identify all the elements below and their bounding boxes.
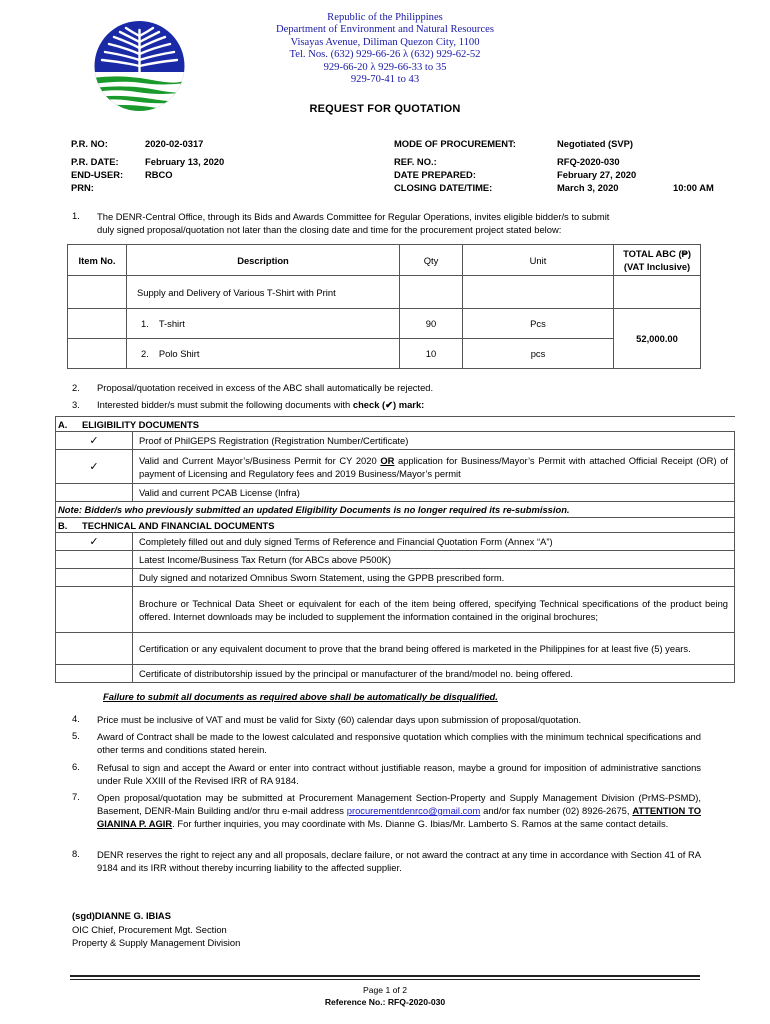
failure-notice: Failure to submit all documents as required above shall be automatically be disqualified.	[103, 691, 498, 702]
date-prepared-label: DATE PREPARED:	[394, 169, 476, 180]
section-b-letter: B.	[58, 519, 68, 531]
letterhead-line: 929-70-41 to 43	[350, 74, 420, 86]
doc-text: Latest Income/Business Tax Return (for ABCs above P500K)	[133, 551, 735, 569]
footer-reference: Reference No.: RFQ-2020-030	[324, 997, 446, 1007]
section-a-title: ELIGIBILITY DOCUMENTS	[82, 418, 200, 430]
doc-text-part: application for Business/Mayor’s Permit with attached Official Receipt (OR) of payment of Licensing and Regulatory fees and 2019 Business/Mayor’s permit	[139, 454, 728, 479]
item5-text: Award of Contract shall be made to the lowest calculated and responsive quotation which complies with the minimum technical specifications and other terms and conditions stated herein.	[97, 731, 701, 755]
item3-text-plain: Interested bidder/s must submit the following documents with	[97, 399, 351, 410]
table-row	[68, 309, 701, 339]
table-row	[68, 339, 701, 369]
end-user-label: END-USER:	[71, 169, 124, 180]
letterhead-line: 929-66-20 λ 929-66-33 to 35	[323, 61, 447, 73]
email-link[interactable]: procurementdenrco@gmail.com	[346, 805, 481, 816]
table-row	[68, 276, 701, 309]
item7-part: and/or fax number (02) 8926-2675,	[480, 805, 633, 816]
check-cell[interactable]	[56, 665, 133, 683]
check-cell[interactable]: ✓	[56, 533, 133, 551]
items-table	[67, 244, 701, 369]
header-qty: Qty	[400, 245, 463, 276]
doc-text: Certification or any equivalent document to prove that the brand being offered is marketed in the Philippines for at least five (5) years.	[133, 633, 735, 665]
section-b-row	[56, 518, 735, 533]
check-cell[interactable]	[56, 569, 133, 587]
doc-row	[56, 484, 735, 502]
row-desc: T-shirt	[158, 318, 185, 329]
ref-value: RFQ-2020-030	[557, 156, 620, 167]
check-cell[interactable]: ✓	[56, 432, 133, 450]
signatory	[72, 909, 240, 950]
doc-text: Brochure or Technical Data Sheet or equivalent for each of the item being offered, specifying Technical specifications of the product being offered. Internet downloads may be included to supplement the information contained in the original brochures;	[133, 587, 735, 633]
row-num: 2.	[141, 348, 149, 359]
item-desc-cell	[127, 339, 400, 369]
pr-no-value: 2020-02-0317	[145, 138, 204, 149]
section-b-heading	[56, 518, 735, 533]
table-header-row	[68, 245, 701, 276]
item8-text: DENR reserves the right to reject any and all proposals, declare failure, or not award the contract at any time in accordance with Section 41 of RA 9184 and its IRR without thereby incurring liability to the affected supplier.	[97, 849, 701, 873]
section-a-row	[56, 417, 735, 432]
doc-row	[56, 533, 735, 551]
doc-row	[56, 569, 735, 587]
letterhead	[0, 12, 770, 86]
item1-line1: The DENR-Central Office, through its Bids and Awards Committee for Regular Operations, invites eligible bidder/s to submit	[97, 211, 610, 222]
doc-text-or: OR	[380, 454, 395, 466]
empty-cell	[463, 276, 614, 309]
pr-no-label: P.R. NO:	[71, 138, 108, 149]
item3-text	[97, 399, 424, 411]
check-cell[interactable]	[56, 633, 133, 665]
row-desc: Polo Shirt	[158, 348, 200, 359]
doc-text: Completely filled out and duly signed Terms of Reference and Financial Quotation Form (Annex “A”)	[133, 533, 735, 551]
closing-label: CLOSING DATE/TIME:	[394, 182, 493, 193]
header-item-no: Item No.	[68, 245, 127, 276]
attention-text: ATTENTION TO GIANINA P. AGIR	[97, 805, 701, 829]
pr-date-label: P.R. DATE:	[71, 156, 119, 167]
empty-cell	[68, 309, 127, 339]
empty-cell	[68, 276, 127, 309]
check-cell[interactable]	[56, 587, 133, 633]
item7-text	[97, 791, 701, 830]
doc-row	[56, 450, 735, 484]
total-abc-value: 52,000.00	[614, 309, 701, 369]
item-desc-cell	[127, 309, 400, 339]
doc-text-part: Valid and Current Mayor’s/Business Permit for CY 2020	[139, 454, 381, 466]
header-abc-line2: (VAT Inclusive)	[623, 261, 691, 272]
doc-row	[56, 665, 735, 683]
check-cell[interactable]	[56, 484, 133, 502]
header-total-abc	[614, 245, 701, 276]
doc-text	[133, 450, 735, 484]
item-number: 2.	[72, 382, 80, 393]
doc-text: Proof of PhilGEPS Registration (Registration Number/Certificate)	[133, 432, 735, 450]
section-a-heading	[56, 417, 735, 432]
empty-cell	[614, 276, 701, 309]
letterhead-line: Tel. Nos. (632) 929-66-26 λ (632) 929-62-52	[289, 49, 481, 61]
footer-rule	[70, 975, 700, 977]
footer-rule-thin	[70, 979, 700, 980]
item-number: 4.	[72, 713, 80, 724]
signatory-name: (sgd)DIANNE G. IBIAS	[72, 910, 171, 921]
item4-text: Price must be inclusive of VAT and must be valid for Sixty (60) calendar days upon submission of proposal/quotation.	[97, 714, 582, 725]
signatory-title: OIC Chief, Procurement Mgt. Section	[72, 923, 227, 935]
item2-text: Proposal/quotation received in excess of the ABC shall automatically be rejected.	[97, 382, 434, 393]
item7-part: Open proposal/quotation may be submitted at Procurement Management Section-Property and Supply Management Division (PrMS-PSMD), Basement, DENR-Main Building and/or thru e-mail address	[97, 792, 701, 816]
prn-label: PRN:	[71, 182, 94, 193]
row-unit: pcs	[463, 339, 614, 369]
item6-text: Refusal to sign and accept the Award or enter into contract without justifiable reason, maybe a ground for imposition of administrative sanctions under Rule XXIII of the Revised IRR of RA 9184.	[97, 762, 701, 786]
page-title: REQUEST FOR QUOTATION	[309, 103, 461, 115]
item-number: 3.	[72, 399, 80, 410]
page-number: Page 1 of 2	[363, 985, 407, 995]
date-prepared-value: February 27, 2020	[557, 169, 637, 180]
doc-text: Duly signed and notarized Omnibus Sworn Statement, using the GPPB prescribed form.	[133, 569, 735, 587]
section-b-title: TECHNICAL AND FINANCIAL DOCUMENTS	[82, 519, 275, 531]
doc-row	[56, 633, 735, 665]
doc-text: Certificate of distributorship issued by the principal or manufacturer of the brand/model no. being offered.	[133, 665, 735, 683]
empty-cell	[68, 339, 127, 369]
item-number: 5.	[72, 730, 80, 741]
doc-row	[56, 432, 735, 450]
pr-date-value: February 13, 2020	[145, 156, 225, 167]
closing-date: March 3, 2020	[557, 182, 619, 193]
item7-part: . For further inquiries, you may coordinate with Ms. Dianne G. Ibias/Mr. Lamberto S. Ramos at the same contact details.	[172, 818, 669, 829]
group-label: Supply and Delivery of Various T-Shirt with Print	[127, 276, 400, 309]
section-a-letter: A.	[58, 418, 68, 430]
mode-value: Negotiated (SVP)	[557, 138, 634, 149]
item-number: 6.	[72, 761, 80, 772]
row-qty: 90	[400, 309, 463, 339]
item3-text-bold: check (✔) mark:	[352, 399, 425, 410]
doc-row	[56, 587, 735, 633]
end-user-value: RBCO	[145, 169, 173, 180]
item1-line2: duly signed proposal/quotation not later than the closing date and time for the procurement project stated below:	[97, 224, 562, 235]
empty-cell	[400, 276, 463, 309]
check-cell[interactable]: ✓	[56, 450, 133, 484]
header-abc-line1: TOTAL ABC (₱)	[623, 248, 691, 259]
letterhead-line: Visayas Avenue, Diliman Quezon City, 1100	[290, 36, 480, 48]
eligibility-note: Note: Bidder/s who previously submitted an updated Eligibility Documents is no longer required its re-submission.	[56, 502, 735, 518]
signatory-division: Property & Supply Management Division	[72, 937, 241, 948]
doc-text: Valid and current PCAB License (Infra)	[133, 484, 735, 502]
header-unit: Unit	[463, 245, 614, 276]
header-description: Description	[127, 245, 400, 276]
row-num: 1.	[141, 318, 149, 329]
note-row	[56, 502, 735, 518]
mode-label: MODE OF PROCUREMENT:	[394, 138, 516, 149]
closing-time: 10:00 AM	[673, 182, 714, 193]
item-number: 7.	[72, 791, 80, 802]
item1-text	[97, 210, 609, 236]
item-number: 8.	[72, 848, 80, 859]
doc-row	[56, 551, 735, 569]
footer	[0, 984, 770, 1008]
item-number: 1.	[72, 210, 80, 221]
ref-label: REF. NO.:	[394, 156, 437, 167]
documents-table	[55, 416, 735, 683]
check-cell[interactable]	[56, 551, 133, 569]
row-qty: 10	[400, 339, 463, 369]
letterhead-line: Department of Environment and Natural Resources	[276, 24, 494, 36]
letterhead-line: Republic of the Philippines	[327, 12, 443, 23]
row-unit: Pcs	[463, 309, 614, 339]
